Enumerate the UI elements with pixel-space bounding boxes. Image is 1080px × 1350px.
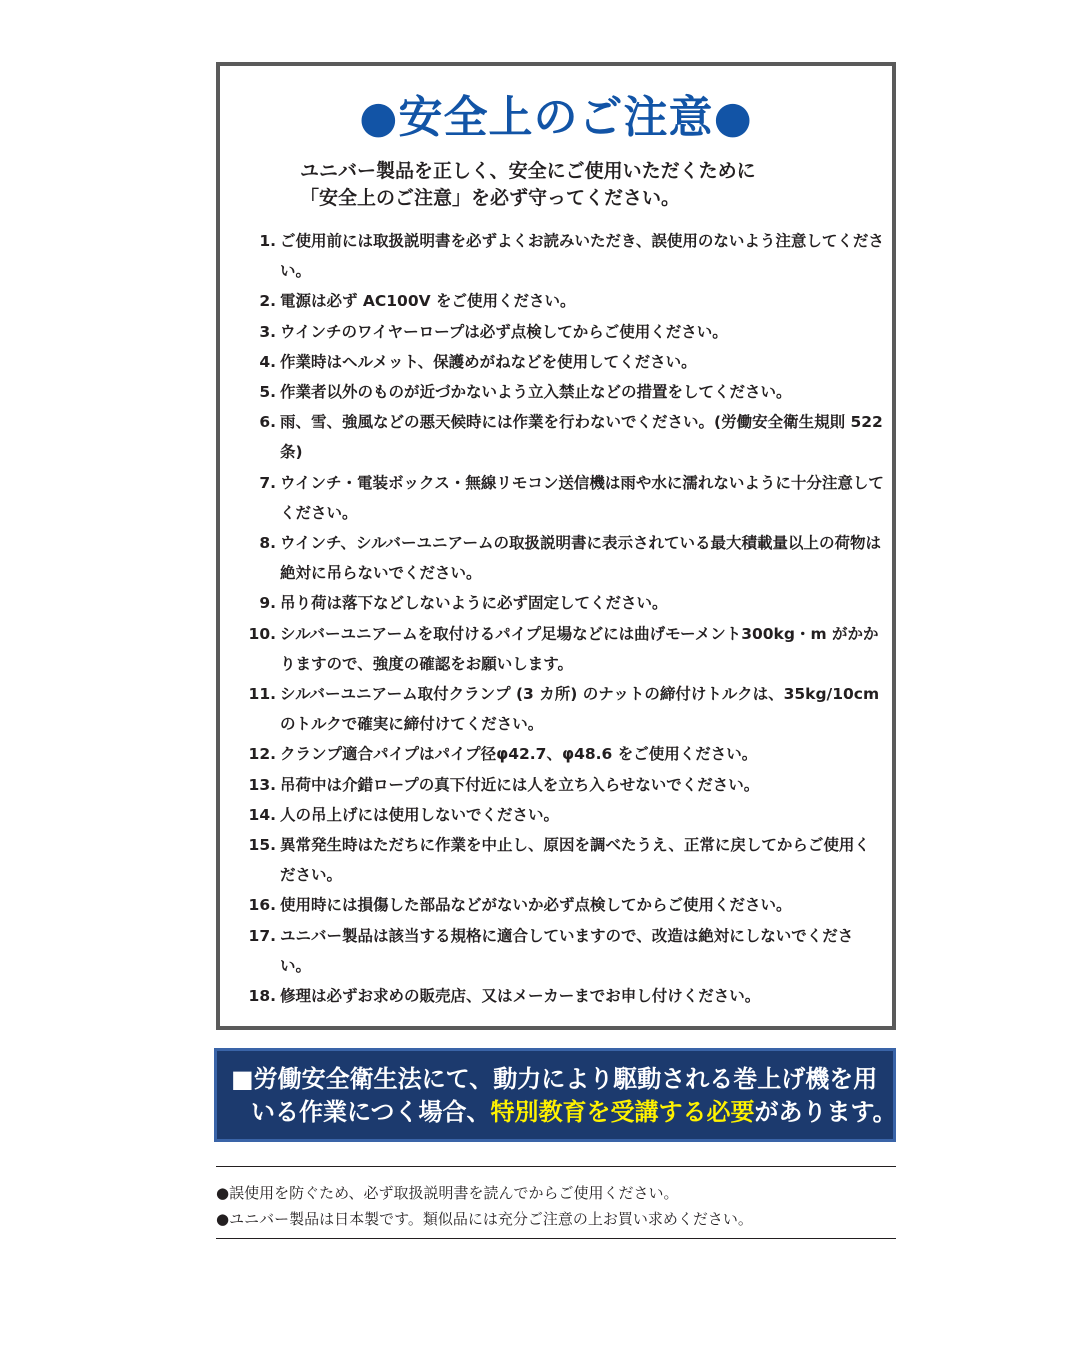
rule-number: 3. xyxy=(259,322,276,341)
banner-line-2-suffix: があります。 xyxy=(754,1098,897,1126)
rule-item xyxy=(232,377,884,407)
rule-text: 吊荷中は介錯ロープの真下付近には人を立ち入らせないでください。 xyxy=(280,775,760,794)
rule-number: 17. xyxy=(248,926,276,945)
rule-number: 7. xyxy=(259,473,276,492)
rule-number: 12. xyxy=(248,745,276,764)
rule-item xyxy=(232,981,884,1011)
rule-number: 6. xyxy=(259,413,276,432)
rule-text: シルバーユニアーム取付クランプ (3 カ所) のナットの締付けトルクは、35kg/10cm のトルクで確実に締付けてください。 xyxy=(280,685,880,734)
banner-text xyxy=(231,1063,897,1129)
rule-text: ウインチのワイヤーロープは必ず点検してからご使用ください。 xyxy=(280,322,728,341)
safety-notice-box xyxy=(216,62,896,1030)
rule-number: 18. xyxy=(248,987,276,1006)
rule-text: クランプ適合パイプはパイプ径φ42.7、φ48.6 をご使用ください。 xyxy=(280,745,758,764)
notice-intro xyxy=(300,158,756,212)
rule-item xyxy=(232,588,884,618)
footnote: ●ユニバー製品は日本製です。類似品には充分ご注意の上お買い求めください。 xyxy=(216,1210,753,1228)
rule-item xyxy=(232,317,884,347)
intro-line: 「安全上のご注意」を必ず守ってください。 xyxy=(300,187,681,209)
rule-text: 電源は必ず AC100V をご使用ください。 xyxy=(280,292,576,311)
rule-text: シルバーユニアームを取付けるパイプ足場などには曲げモーメント300kg・m がかかりますので、強度の確認をお願いします。 xyxy=(280,624,879,673)
rule-number: 15. xyxy=(248,836,276,855)
rule-text: ウインチ・電装ボックス・無線リモコン送信機は雨や水に濡れないように十分注意してください。 xyxy=(280,473,884,522)
divider-bottom xyxy=(216,1238,896,1239)
banner-line-1: ■労働安全衛生法にて、動力により駆動される巻上げ機を用 xyxy=(231,1065,878,1093)
divider-top xyxy=(216,1166,896,1167)
rule-item xyxy=(232,528,884,588)
rule-number: 5. xyxy=(259,383,276,402)
rule-text: ウインチ、シルバーユニアームの取扱説明書に表示されている最大積載量以上の荷物は絶対に吊らないでください。 xyxy=(280,534,882,583)
rule-text: 修理は必ずお求めの販売店、又はメーカーまでお申し付けください。 xyxy=(280,987,761,1006)
rule-number: 9. xyxy=(259,594,276,613)
banner-line-2-prefix: いる作業につく場合、 xyxy=(251,1098,491,1126)
notice-title: ●安全上のご注意● xyxy=(359,92,753,143)
rule-item xyxy=(232,468,884,528)
rule-text: 吊り荷は落下などしないように必ず固定してください。 xyxy=(280,594,668,613)
rule-item xyxy=(232,800,884,830)
banner-line-2 xyxy=(231,1096,897,1129)
rule-item xyxy=(232,679,884,739)
rule-text: 異常発生時はただちに作業を中止し、原因を調べたうえ、正常に戻してからご使用ください。 xyxy=(280,836,870,885)
rule-text: ご使用前には取扱説明書を必ずよくお読みいただき、誤使用のないよう注意してください。 xyxy=(280,232,884,281)
rule-text: ユニバー製品は該当する規格に適合していますので、改造は絶対にしないでください。 xyxy=(280,926,854,975)
rule-item xyxy=(232,830,884,890)
rule-number: 14. xyxy=(248,805,276,824)
rule-item xyxy=(232,226,884,286)
rule-item xyxy=(232,619,884,679)
footnotes xyxy=(216,1180,753,1232)
rule-number: 10. xyxy=(248,624,276,643)
rule-text: 作業時はヘルメット、保護めがねなどを使用してください。 xyxy=(280,352,697,371)
rule-number: 13. xyxy=(248,775,276,794)
rule-item xyxy=(232,890,884,920)
rule-item xyxy=(232,407,884,467)
rule-item xyxy=(232,770,884,800)
rule-number: 16. xyxy=(248,896,276,915)
rule-number: 4. xyxy=(259,352,276,371)
rule-number: 8. xyxy=(259,534,276,553)
intro-line: ユニバー製品を正しく、安全にご使用いただくために xyxy=(300,160,756,182)
footnote: ●誤使用を防ぐため、必ず取扱説明書を読んでからご使用ください。 xyxy=(216,1184,679,1202)
rule-item xyxy=(232,347,884,377)
rule-item xyxy=(232,921,884,981)
rule-text: 人の吊上げには使用しないでください。 xyxy=(280,805,560,824)
rule-number: 11. xyxy=(248,685,276,704)
banner-highlight: 特別教育を受講する必要 xyxy=(490,1098,755,1126)
rule-number: 1. xyxy=(259,232,276,250)
rule-item xyxy=(232,739,884,769)
rule-text: 作業者以外のものが近づかないよう立入禁止などの措置をしてください。 xyxy=(280,383,792,402)
rule-item xyxy=(232,286,884,316)
rule-number: 2. xyxy=(259,292,276,311)
rule-text: 雨、雪、強風などの悪天候時には作業を行わないでください。(労働安全衛生規則 522 条) xyxy=(280,413,883,462)
rule-text: 使用時には損傷した部品などがないか必ず点検してからご使用ください。 xyxy=(280,896,792,915)
training-requirement-banner xyxy=(214,1048,896,1142)
safety-rules-list xyxy=(232,226,884,1011)
